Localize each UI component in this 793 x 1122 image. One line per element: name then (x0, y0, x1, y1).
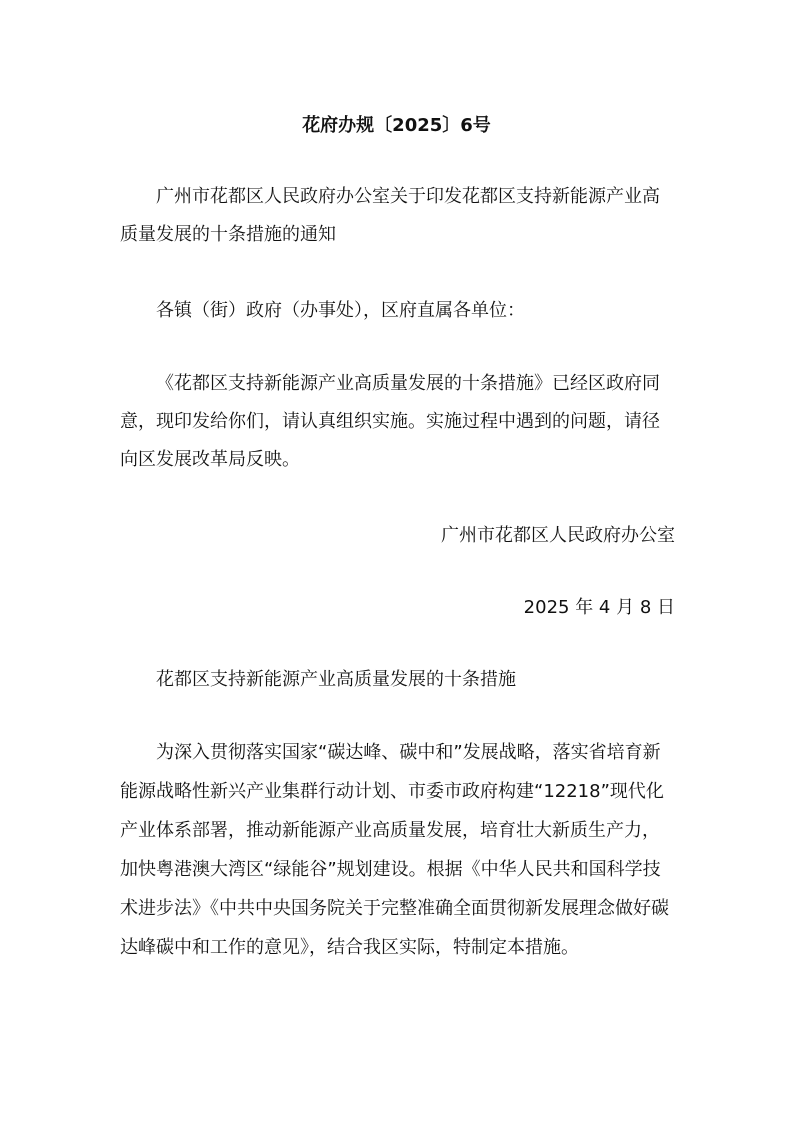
issue-date: 2025 年 4 月 8 日 (523, 597, 675, 618)
measures-title: 花都区支持新能源产业高质量发展的十条措施 (156, 669, 516, 690)
measures-intro-paragraph: 为深入贯彻落实国家“碳达峰、碳中和”发展战略，落实省培育新能源战略性新兴产业集群行动计划、市委市政府构建“12218”现代化产业体系部署，推动新能源产业高质量发展，培育壮大新质生产力，加快粤港澳大湾区“绿能谷”规划建设。根据《中华人民共和国科学技术进步法》《中共中央国务院关于完整准确全面贯彻新发展理念做好碳达峰碳中和工作的意见》，结合我区实际，特制定本措施。 (120, 742, 669, 958)
issuing-office: 广州市花都区人民政府办公室 (441, 525, 675, 546)
addressee-line: 各镇（街）政府（办事处），区府直属各单位： (156, 300, 525, 321)
document-number: 花府办规〔2025〕6号 (302, 115, 491, 136)
notice-body-paragraph: 《花都区支持新能源产业高质量发展的十条措施》已经区政府同意，现印发给你们，请认真组织实施。实施过程中遇到的问题，请径向区发展改革局反映。 (120, 373, 660, 470)
notice-title: 广州市花都区人民政府办公室关于印发花都区支持新能源产业高质量发展的十条措施的通知 (120, 186, 660, 245)
